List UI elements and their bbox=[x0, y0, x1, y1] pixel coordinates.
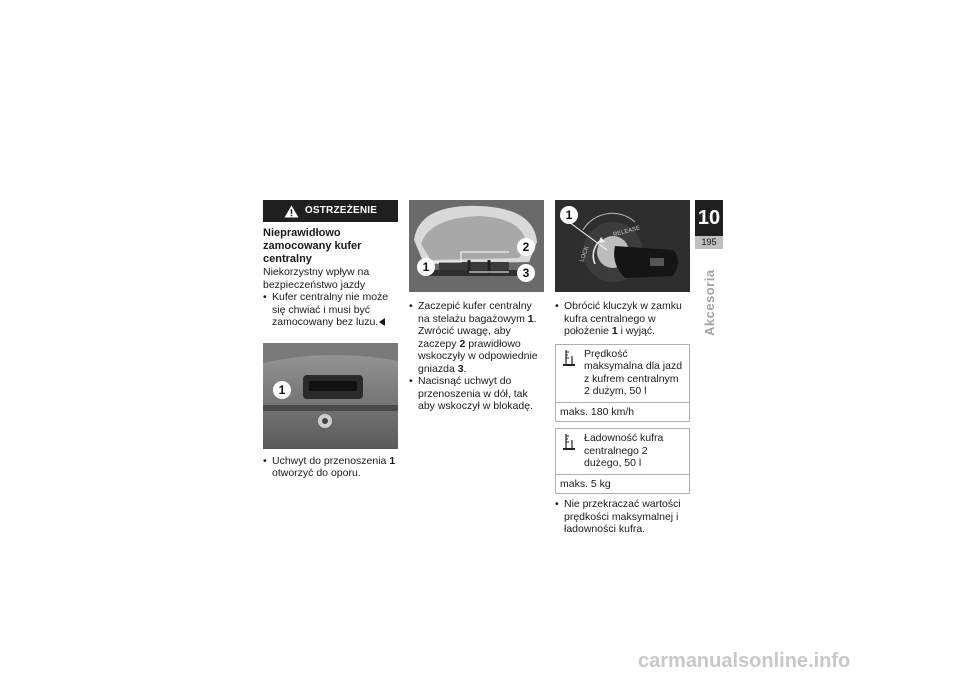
warning-banner bbox=[263, 200, 398, 222]
col1-list bbox=[263, 455, 398, 480]
column-2 bbox=[409, 200, 544, 413]
warning-text: Niekorzystny wpływ na bezpieczeństwo jazdy bbox=[263, 266, 370, 291]
spec-payload bbox=[555, 428, 690, 494]
callout-1: 1 bbox=[273, 381, 291, 399]
callout-2: 2 bbox=[517, 238, 535, 256]
lock-label-lock: LOCK bbox=[579, 245, 591, 263]
spec-max-speed bbox=[555, 344, 690, 423]
watermark: carmanualsonline.info bbox=[638, 650, 851, 672]
callout-1: 1 bbox=[417, 258, 435, 276]
handle-text: Uchwyt do przenoszenia bbox=[272, 454, 387, 467]
column-3 bbox=[555, 200, 690, 536]
callout-3: 3 bbox=[517, 264, 535, 282]
warning-list bbox=[263, 291, 398, 329]
ref-number: 2 bbox=[459, 337, 466, 350]
col2-list bbox=[409, 300, 544, 413]
figure-2-photo bbox=[409, 200, 544, 292]
gauge-ruler-icon bbox=[562, 349, 576, 367]
step-text: i wyjąć. bbox=[620, 325, 656, 337]
gauge-ruler-icon bbox=[562, 433, 576, 451]
step-text: Zaczepić kufer centralny na stelażu bagażowym bbox=[418, 300, 532, 325]
figure-1-photo bbox=[263, 343, 398, 449]
col3-list bbox=[555, 300, 690, 338]
chapter-number: 10 bbox=[695, 200, 723, 236]
step-text: . bbox=[463, 362, 467, 375]
step-text: Obrócić kluczyk w zamku kufra centralnego w położenie bbox=[564, 300, 682, 337]
step-text: . Zwrócić uwagę, aby zaczepy bbox=[418, 312, 537, 350]
warning-bullet-text: Kufer centralny nie może się chwiać i musi być zamocowany bez luzu. bbox=[272, 291, 389, 328]
figure-3-photo bbox=[555, 200, 690, 292]
list-item bbox=[409, 375, 544, 413]
ref-number: 1 bbox=[389, 454, 396, 467]
end-mark-icon bbox=[379, 318, 385, 326]
step-text: prawidłowo wskoczyły w odpowiednie gniazda bbox=[418, 337, 538, 375]
warning-heading: Nieprawidłowo zamocowany kufer centralny bbox=[263, 227, 362, 265]
list-item bbox=[263, 291, 398, 329]
chapter-title: Akcesoria bbox=[702, 269, 717, 336]
list-item bbox=[555, 300, 690, 338]
col3-list-2 bbox=[555, 498, 690, 536]
warning-label: OSTRZEŻENIE bbox=[304, 204, 378, 216]
list-item bbox=[263, 455, 398, 480]
ref-number: 3 bbox=[457, 362, 464, 375]
column-1 bbox=[263, 200, 398, 480]
ref-number: 1 bbox=[611, 325, 618, 337]
callout-1: 1 bbox=[560, 206, 578, 224]
handle-text-after: otworzyć do oporu. bbox=[272, 467, 361, 479]
list-item bbox=[555, 498, 690, 536]
spec-max-speed-value: maks. 180 km/h bbox=[556, 402, 689, 422]
page-number: 195 bbox=[695, 236, 723, 249]
spec-max-speed-label-row bbox=[556, 345, 689, 402]
spec-max-speed-label: Prędkość maksymalna dla jazd z kufrem centralnym 2 dużym, 50 l bbox=[584, 347, 683, 397]
step-text: Nie przekraczać wartości prędkości maksymalnej i ładowności kufra. bbox=[564, 498, 681, 535]
spec-payload-label-row bbox=[556, 429, 689, 474]
spec-payload-label: Ładowność kufra centralnego 2 dużego, 50 l bbox=[584, 432, 664, 469]
step-text: Nacisnąć uchwyt do przenoszenia w dół, tak aby wskoczył w blokadę. bbox=[418, 375, 533, 412]
warning-triangle-icon bbox=[284, 205, 299, 218]
list-item bbox=[409, 300, 544, 375]
ref-number: 1 bbox=[527, 312, 534, 325]
lock-label-release: RELEASE bbox=[612, 225, 641, 239]
spec-payload-value: maks. 5 kg bbox=[556, 474, 689, 494]
